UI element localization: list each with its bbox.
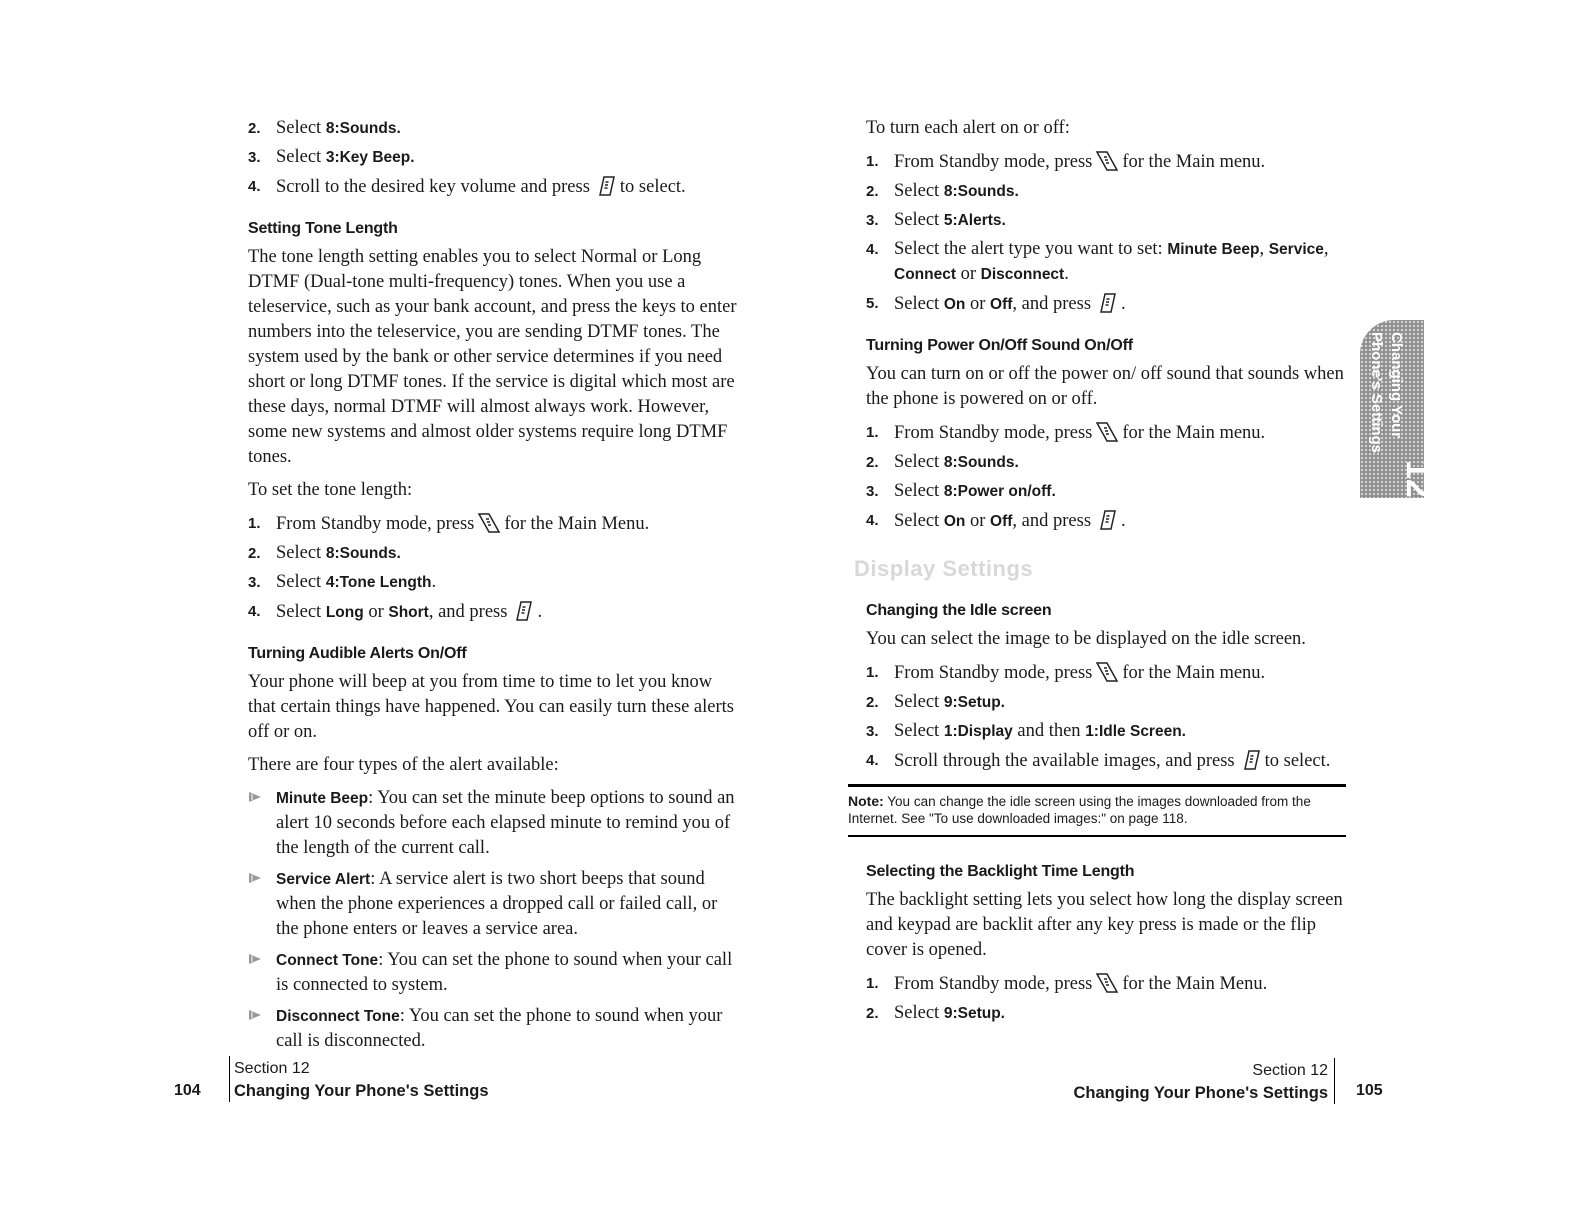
- list-item: 4. Select On or Off, and press .: [866, 508, 1356, 534]
- left-footer: [234, 1058, 489, 1102]
- audible-alerts-intro: There are four types of the alert available:: [248, 755, 559, 775]
- ok-key-icon: [1238, 748, 1262, 772]
- menu-key-icon: [1095, 420, 1119, 444]
- list-item: 4. Scroll to the desired key volume and press to select.: [248, 174, 738, 200]
- list-item: Minute Beep: You can set the minute beep options to sound an alert 10 seconds before each elapsed minute to remind you of the length of the current call.: [248, 786, 738, 861]
- power-sound-heading: Turning Power On/Off Sound On/Off: [866, 337, 1133, 354]
- bullet-arrow-icon: [248, 953, 264, 965]
- list-item: 2. Select 8:Sounds.: [866, 181, 1019, 201]
- list-item: 2. Select 8:Sounds.: [248, 543, 401, 563]
- ok-key-icon: [510, 599, 534, 623]
- menu-key-icon: [477, 511, 501, 535]
- list-item: 2. Select 9:Setup.: [866, 692, 1005, 712]
- bullet-arrow-icon: [248, 872, 264, 884]
- list-item: 2. Select 8:Sounds.: [866, 452, 1019, 472]
- right-footer: [1000, 1060, 1328, 1104]
- tone-length-intro: To set the tone length:: [248, 480, 413, 500]
- list-item: Disconnect Tone: You can set the phone to sound when your call is disconnected.: [248, 1004, 738, 1054]
- list-item: 2. Select 9:Setup.: [866, 1003, 1005, 1023]
- list-item: 1. From Standby mode, press for the Main menu.: [866, 149, 1356, 175]
- list-item: 5. Select On or Off, and press .: [866, 291, 1356, 317]
- list-item: Connect Tone: You can set the phone to sound when your call is connected to system.: [248, 948, 738, 998]
- tone-length-heading: Setting Tone Length: [248, 220, 398, 237]
- list-item: 1. From Standby mode, press for the Main menu.: [866, 420, 1356, 446]
- side-tab-number: 12: [1399, 460, 1437, 498]
- list-item: 3. Select 3:Key Beep.: [248, 147, 415, 167]
- side-tab-label: Changing Your Phone's Settings: [1368, 332, 1405, 454]
- key-beep-steps: [248, 116, 738, 200]
- list-item: 2. Select 8:Sounds.: [248, 118, 401, 138]
- audible-alerts-paragraph: Your phone will beep at you from time to time to let you know that certain things have happened. You can easily turn these alerts off or on.: [248, 672, 734, 742]
- note-label: Note:: [848, 793, 884, 809]
- list-item: 4. Scroll through the available images, and press to select.: [866, 748, 1356, 774]
- left-page-number: 104: [174, 1082, 201, 1099]
- list-item: 4. Select the alert type you want to set: Minute Beep, Service, Connect or Disconnect.: [866, 239, 1329, 284]
- left-footer-section: Section 12: [234, 1060, 310, 1077]
- right-footer-title: Changing Your Phone's Settings: [1073, 1084, 1328, 1102]
- right-page-column: [848, 116, 1356, 1032]
- left-page-column: [248, 116, 738, 1060]
- tone-length-paragraph: The tone length setting enables you to select Normal or Long DTMF (Dual-tone multi-frequency) tones. When you use a teleservice, such as your bank account, and press the keys to enter numbers into the teleservice, you are sending DTMF tones. The system used by the bank or other service determines if you need short or long DTMF tones. If the service is digital which most are these days, normal DTMF will almost always work. However, some new systems and almost older systems require long DTMF tones.: [248, 247, 737, 467]
- list-item: Service Alert: A service alert is two short beeps that sound when the phone experiences a dropped call or failed call, or the phone enters or leaves a service area.: [248, 867, 738, 942]
- note-text: You can change the idle screen using the images downloaded from the Internet. See "To use downloaded images:" on page 118.: [848, 794, 1311, 826]
- list-item: 3. Select 4:Tone Length.: [248, 572, 437, 592]
- bullet-arrow-icon: [248, 791, 264, 803]
- backlight-steps: [866, 971, 1356, 1026]
- idle-screen-paragraph: You can select the image to be displayed on the idle screen.: [866, 629, 1306, 649]
- list-item: 3. Select 8:Power on/off.: [866, 481, 1056, 501]
- menu-key-icon: [1095, 149, 1119, 173]
- note-box: [848, 784, 1346, 837]
- list-item: 1. From Standby mode, press for the Main Menu.: [866, 971, 1356, 997]
- ok-key-icon: [593, 174, 617, 198]
- list-item: 3. Select 5:Alerts.: [866, 210, 1006, 230]
- display-settings-title: Display Settings: [854, 556, 1034, 581]
- list-item: 4. Select Long or Short, and press .: [248, 599, 738, 625]
- alerts-intro: To turn each alert on or off:: [866, 118, 1070, 138]
- left-footer-rule: [229, 1056, 230, 1102]
- idle-screen-steps: [866, 660, 1356, 774]
- right-page-number: 105: [1356, 1082, 1383, 1099]
- menu-key-icon: [1095, 660, 1119, 684]
- backlight-paragraph: The backlight setting lets you select how long the display screen and keypad are backlit after any key press is made or the flip cover is opened.: [866, 890, 1343, 960]
- list-item: 1. From Standby mode, press for the Main menu.: [866, 660, 1356, 686]
- right-footer-rule: [1334, 1058, 1335, 1104]
- ok-key-icon: [1094, 508, 1118, 532]
- audible-alerts-heading: Turning Audible Alerts On/Off: [248, 645, 467, 662]
- list-item: 1. From Standby mode, press for the Main Menu.: [248, 511, 738, 537]
- power-sound-steps: [866, 420, 1356, 534]
- ok-key-icon: [1094, 291, 1118, 315]
- chapter-side-tab: [1360, 320, 1437, 498]
- list-item: 3. Select 1:Display and then 1:Idle Screen.: [866, 721, 1186, 741]
- alert-types-list: [248, 786, 738, 1054]
- backlight-heading: Selecting the Backlight Time Length: [866, 863, 1135, 880]
- right-footer-section: Section 12: [1252, 1062, 1328, 1079]
- tone-length-steps: [248, 511, 738, 625]
- left-footer-title: Changing Your Phone's Settings: [234, 1082, 489, 1100]
- idle-screen-heading: Changing the Idle screen: [866, 602, 1052, 619]
- bullet-arrow-icon: [248, 1009, 264, 1021]
- power-sound-paragraph: You can turn on or off the power on/ off sound that sounds when the phone is powered on or off.: [866, 364, 1344, 409]
- alert-steps: [866, 149, 1356, 317]
- menu-key-icon: [1095, 971, 1119, 995]
